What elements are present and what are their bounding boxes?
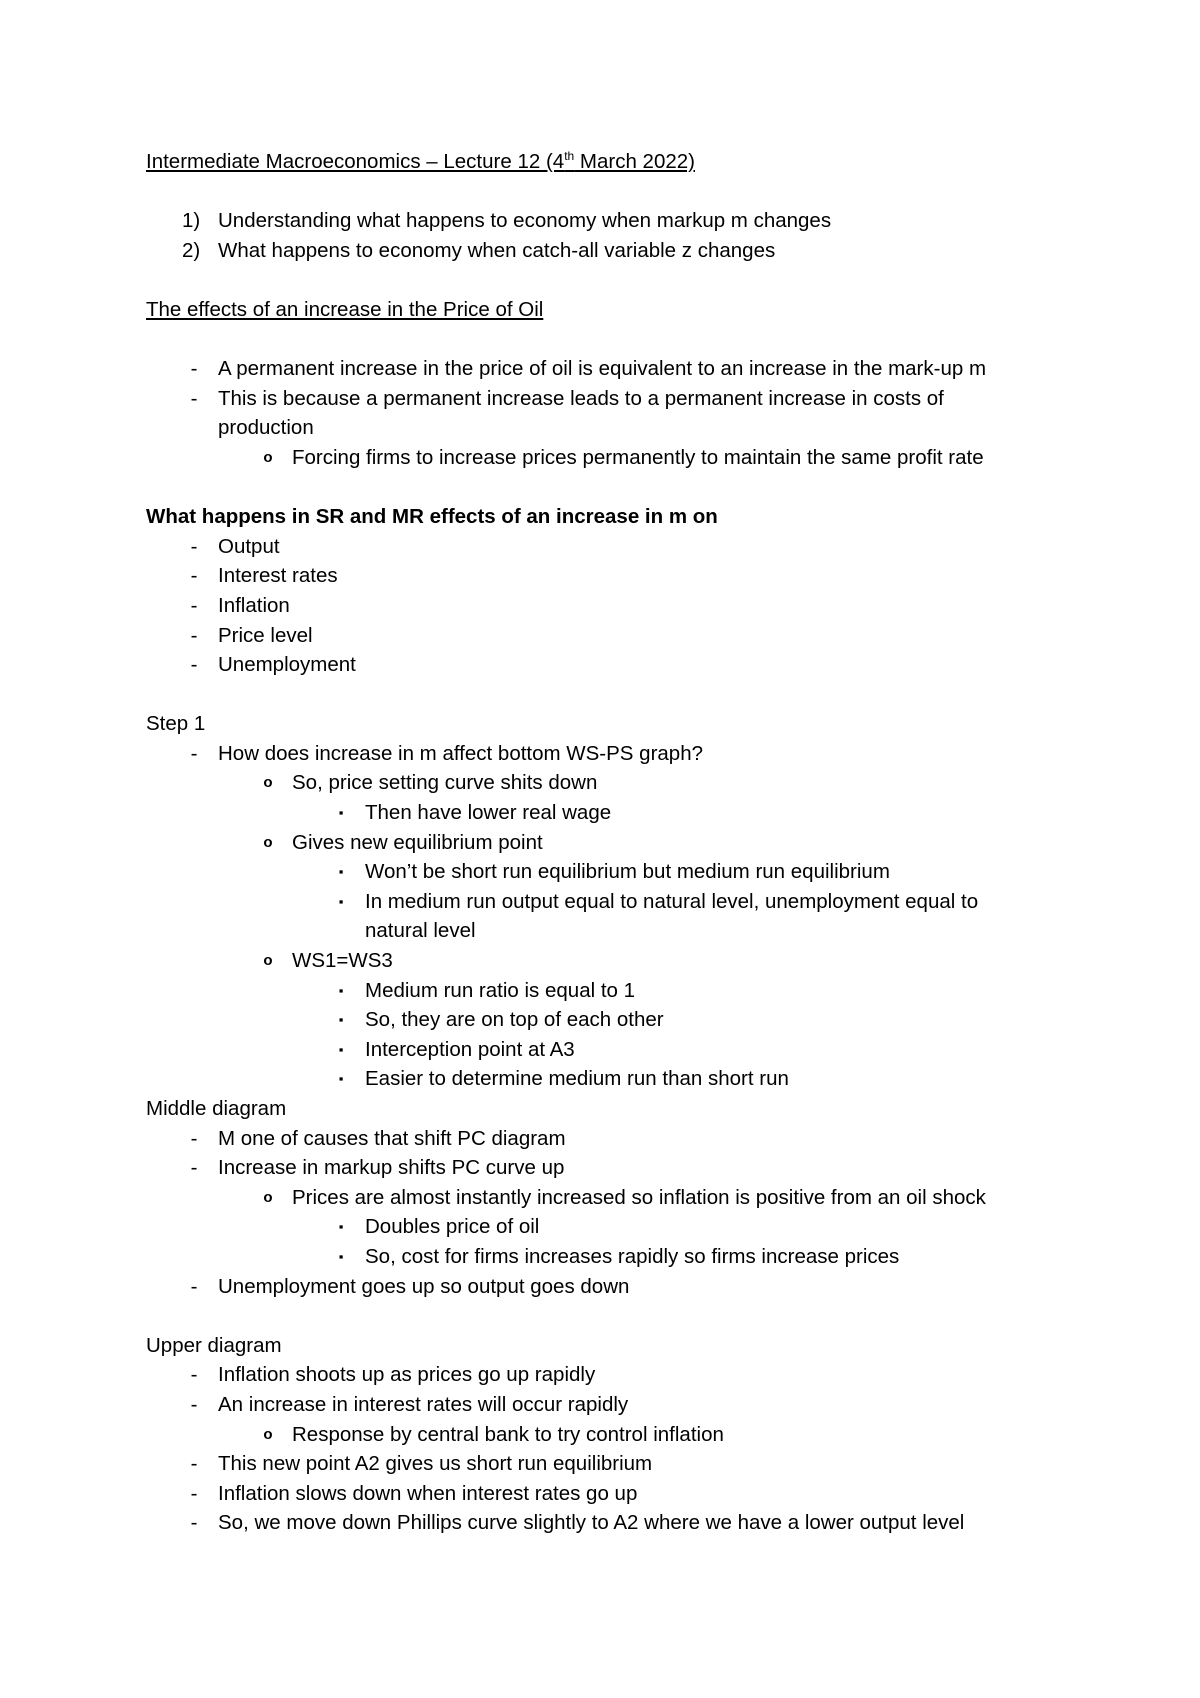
list-item: - So, we move down Phillips curve slightly to A2 where we have a lower output level [190,1511,965,1535]
list-subsubitem: ▪ So, they are on top of each other [338,1008,664,1032]
list-item: - Inflation [190,593,290,617]
list-item: - Unemployment goes up so output goes down [190,1274,630,1298]
list-subsubitem: ▪ Doubles price of oil [338,1215,540,1239]
list-item: - How does increase in m affect bottom WS-PS graph? [190,741,704,765]
list-subitem: o WS1=WS3 [263,949,393,973]
list-subsubitem: ▪ Medium run ratio is equal to 1 [338,978,636,1002]
list-subsubitem: ▪ Won’t be short run equilibrium but medium run equilibrium [338,860,890,884]
list-subsubitem: ▪ So, cost for firms increases rapidly so firms increase prices [338,1244,900,1268]
list-item: - A permanent increase in the price of oil is equivalent to an increase in the mark-up m [190,357,987,381]
document-body [146,147,1086,1538]
section-heading-step1: Step 1 [146,712,206,736]
list-item: - M one of causes that shift PC diagram [190,1126,566,1150]
list-subitem: o Gives new equilibrium point [263,830,543,854]
list-item: - Output [190,534,280,558]
list-subitem: o Response by central bank to try control inflation [263,1422,724,1446]
list-item-continuation: production [218,416,314,440]
list-item: - An increase in interest rates will occur rapidly [190,1392,629,1416]
list-item: - This new point A2 gives us short run equilibrium [190,1452,653,1476]
list-subitem: o Forcing firms to increase prices permanently to maintain the same profit rate [263,445,984,469]
list-subsubitem: ▪ Then have lower real wage [338,801,612,825]
section-heading-middle: Middle diagram [146,1097,287,1120]
objective-item: 1) Understanding what happens to economy when markup m changes [182,209,832,233]
list-subsubitem: ▪ In medium run output equal to natural level, unemployment equal to [338,889,979,913]
objective-item: 2) What happens to economy when catch-all variable z changes [182,238,776,262]
list-subsubitem: ▪ Easier to determine medium run than short run [338,1067,789,1091]
list-subitem: o Prices are almost instantly increased so inflation is positive from an oil shock [263,1185,986,1209]
list-item: - Price level [190,623,313,647]
section-heading-upper: Upper diagram [146,1333,282,1357]
section-heading-oil: The effects of an increase in the Price of Oil [146,297,544,321]
section-heading-effects: What happens in SR and MR effects of an increase in m on [146,505,718,529]
list-subitem: o So, price setting curve shits down [263,771,598,795]
list-item: - Unemployment [190,653,356,677]
list-item: - Inflation shoots up as prices go up rapidly [190,1363,596,1387]
list-item: - Interest rates [190,564,338,588]
list-item: - Inflation slows down when interest rates go up [190,1481,638,1505]
list-subsubitem-continuation: natural level [365,919,476,943]
list-item: - This is because a permanent increase leads to a permanent increase in costs of [190,386,944,410]
list-item: - Increase in markup shifts PC curve up [190,1156,565,1180]
document-title: Intermediate Macroeconomics – Lecture 12 (4th March 2022) [146,149,695,173]
list-subsubitem: ▪ Interception point at A3 [338,1037,575,1061]
